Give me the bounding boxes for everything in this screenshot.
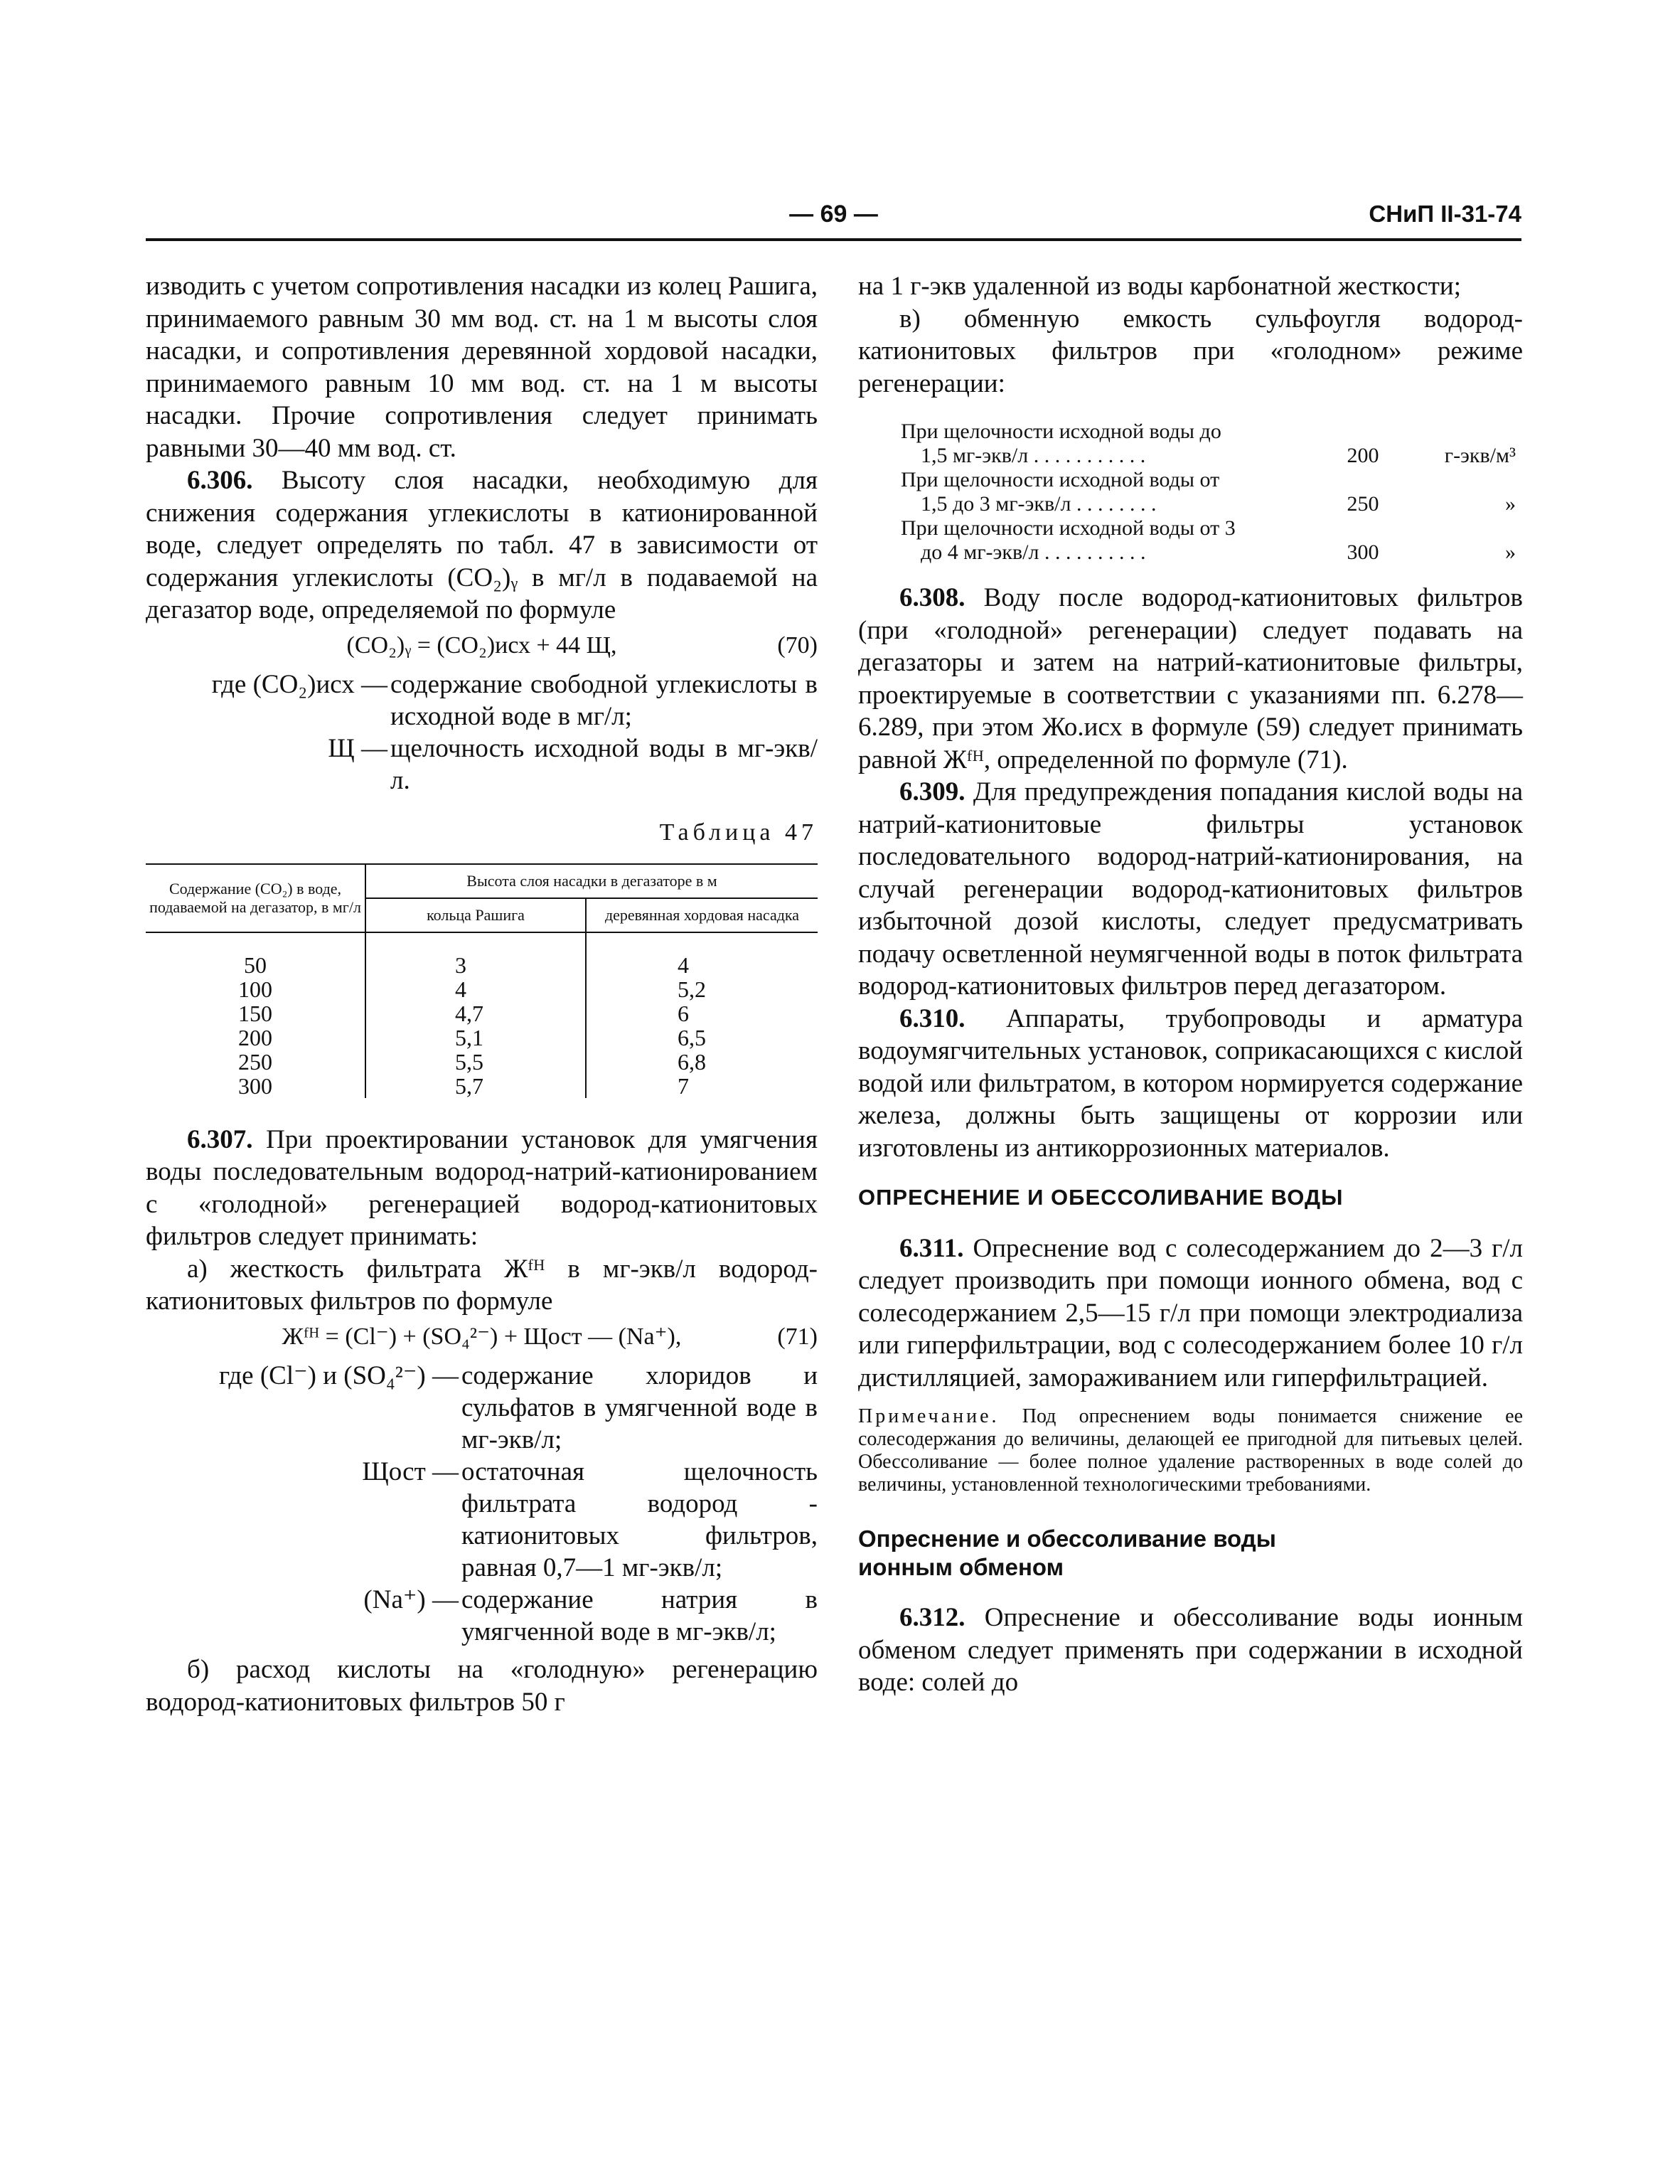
- subsection-heading: [858, 1525, 1523, 1582]
- table-cell: 4,7: [455, 1000, 483, 1026]
- table-cell: 5,7: [455, 1072, 483, 1099]
- legend-symbol: где (Cl⁻) и (SO₄²⁻) —: [219, 1361, 459, 1390]
- paragraph-6-311: [858, 1232, 1523, 1395]
- exchange-capacity-table: [858, 420, 1523, 565]
- legend-text: щелочность исходной воды в мг-экв/л.: [390, 734, 818, 795]
- right-column: [858, 270, 1523, 1699]
- clause-number: 6.311.: [899, 1233, 964, 1263]
- formula-number: (70): [777, 632, 818, 659]
- page-number: — 69 —: [789, 201, 878, 228]
- clause-number: 6.309.: [899, 777, 965, 806]
- subsection-heading-line: Опреснение и обессоливание воды: [858, 1525, 1276, 1552]
- clause-text: При проектировании установок для умягчения воды последовательным водород-натрий-катионированием с «голодной» регенерацией водород-катионитовых фильтров следует принимать:: [146, 1124, 818, 1251]
- note: [858, 1405, 1523, 1496]
- rate-unit: »: [1505, 540, 1516, 564]
- formula-number: (71): [777, 1323, 818, 1350]
- formula-70: [146, 629, 818, 662]
- table-header-rashig: кольца Рашига: [365, 898, 586, 932]
- rate-unit: г-экв/м³: [1444, 444, 1516, 467]
- clause-text: Аппараты, трубопроводы и арматура водоумягчительных установок, соприкасающихся с кислой водой или фильтратом, в котором нормируется содержание железа, должны быть защищены от коррозии или изготовлены из антикоррозионных материалов.: [858, 1003, 1523, 1163]
- table-cell: 3: [455, 952, 466, 978]
- rate-value: 200: [1347, 444, 1379, 467]
- left-column: [146, 270, 818, 1718]
- table-cell: 150: [238, 1000, 272, 1026]
- table-cell: 6: [678, 1000, 689, 1026]
- paragraph-6-307-a: а) жесткость фильтрата Жᶠᴴ в мг-экв/л водород-катионитовых фильтров по формуле: [146, 1254, 818, 1316]
- table-cell: 100: [238, 976, 272, 1002]
- legend-symbol: Щ —: [328, 734, 387, 763]
- page-header: [146, 201, 1521, 236]
- clause-text: Для предупреждения попадания кислой воды на натрий-катионитовые фильтры установок последовательного водород-натрий-катионирования, на случай регенерации водород-катионитовых фильтров избыточной дозой кислоты, следует предусматривать подачу осветленной неумягченной воды в поток фильтрата водород-катионитовых фильтров перед дегазатором.: [858, 777, 1523, 1001]
- clause-number: 6.306.: [187, 466, 253, 495]
- rate-label: При щелочности исходной воды до: [901, 420, 1221, 443]
- rate-label: 1,5 до 3 мг-экв/л . . . . . . . .: [921, 492, 1157, 516]
- table-cell: 250: [238, 1048, 272, 1075]
- legend-row: [146, 1360, 818, 1456]
- legend-text: содержание свободной углекислоты в исходной воде в мг/л;: [390, 670, 818, 731]
- paragraph-6-307-v: в) обменную емкость сульфоугля водород-катионитовых фильтров при «голодном» режиме регенерации:: [858, 304, 1523, 398]
- note-label: Примечание.: [858, 1405, 1000, 1427]
- clause-text: Воду после водород-катионитовых фильтров (при «голодной» регенерации) следует подавать на дегазаторы и затем на натрий-катионитовые фильтры, проектируемые в соответствии с указаниями пп. 6.278—6.289, при этом Жо.исх в формуле (59) следует принимать равной Жᶠᴴ, определенной по формуле (71).: [858, 583, 1523, 774]
- paragraph-continuation: изводить с учетом сопротивления насадки из колец Рашига, принимаемого равным 30 мм вод. ст. на 1 м высоты слоя насадки, и сопротивления деревянной хордовой насадки, принимаемого равным 10 мм вод. ст. на 1 м высоты насадки. Прочие сопротивления следует принимать равными 30—40 мм вод. ст.: [146, 272, 818, 463]
- table-header-height: Высота слоя насадки в дегазаторе в м: [365, 864, 818, 898]
- formula-71: [146, 1321, 818, 1353]
- table-cell: 7: [678, 1072, 689, 1099]
- formula-expression: (CO₂)ᵧ = (CO₂)исх + 44 Щ,: [346, 632, 617, 659]
- table-column-co2: [146, 932, 365, 1098]
- note-text: Под опреснением воды понимается снижение ее солесодержания до величины, делающей ее пригодной для питьевых целей. Обессоливание — более полное удаление растворенных в воде солей до величины, установленной технологическими требованиями.: [858, 1405, 1523, 1496]
- table-cell: 200: [238, 1024, 272, 1050]
- paragraph-6-312: [858, 1602, 1523, 1699]
- header-rule: [146, 238, 1521, 241]
- clause-number: 6.307.: [187, 1124, 253, 1154]
- table-cell: 5,1: [455, 1024, 483, 1050]
- table-cell: 4: [455, 976, 466, 1002]
- clause-number: 6.310.: [899, 1003, 965, 1033]
- rate-label: 1,5 мг-экв/л . . . . . . . . . . .: [921, 444, 1146, 467]
- paragraph-6-310: [858, 1003, 1523, 1165]
- paragraph-6-306: [146, 464, 818, 627]
- table-caption: Таблица 47: [659, 819, 818, 846]
- rate-value: 300: [1347, 540, 1379, 564]
- table-header-co2: Содержание (CO₂) в воде, подаваемой на дегазатор, в мг/л: [146, 864, 365, 932]
- formula-70-legend: [146, 668, 818, 797]
- subsection-heading-line: ионным обменом: [858, 1554, 1064, 1580]
- clause-number: 6.308.: [899, 583, 965, 612]
- table-cell: 300: [238, 1072, 272, 1099]
- legend-row: [146, 1456, 818, 1584]
- rate-label: до 4 мг-экв/л . . . . . . . . . .: [921, 540, 1146, 564]
- table-cell: 5,2: [678, 976, 706, 1002]
- paragraph-6-309: [858, 776, 1523, 1003]
- rate-label: При щелочности исходной воды от 3: [901, 516, 1236, 540]
- paragraph-6-308: [858, 582, 1523, 776]
- table-cell: 6,5: [678, 1024, 706, 1050]
- rate-unit: »: [1505, 492, 1516, 516]
- legend-text: остаточная щелочность фильтрата водород - катионитовых фильтров, равная 0,7—1 мг-экв/л;: [461, 1457, 818, 1582]
- table-cell: 4: [678, 952, 689, 978]
- table-cell: 50: [244, 952, 267, 978]
- formula-expression: Жᶠᴴ = (Cl⁻) + (SO₄²⁻) + Щост — (Na⁺),: [282, 1323, 682, 1350]
- formula-71-legend: [146, 1360, 818, 1648]
- legend-text: содержание натрия в умягченной воде в мг-экв/л;: [461, 1585, 818, 1646]
- table-cell: 6,8: [678, 1048, 706, 1075]
- legend-symbol: Щост —: [362, 1457, 459, 1486]
- legend-row: [146, 668, 818, 733]
- table-column-wooden: [586, 932, 818, 1098]
- legend-text: содержание хлоридов и сульфатов в умягченной воде в мг-экв/л;: [461, 1361, 818, 1454]
- rate-label: При щелочности исходной воды от: [901, 468, 1220, 491]
- table-47: [146, 863, 818, 1098]
- table-cell: 5,5: [455, 1048, 483, 1075]
- clause-text: Опреснение и обессоливание воды ионным обменом следует применять при содержании в исходной воде: солей до: [858, 1603, 1523, 1697]
- clause-text: Высоту слоя насадки, необходимую для снижения содержания углекислоты в катионированной воде, следует определять по табл. 47 в зависимости от содержания углекислоты (CO₂)ᵧ в мг/л в подаваемой на дегазатор воде, определяемой по формуле: [146, 466, 818, 624]
- legend-symbol: где (CO₂)исх —: [211, 670, 387, 699]
- paragraph-6-307-b: б) расход кислоты на «голодную» регенерацию водород-катионитовых фильтров 50 г: [146, 1655, 818, 1717]
- legend-row: [146, 1584, 818, 1648]
- section-heading: ОПРЕСНЕНИЕ И ОБЕССОЛИВАНИЕ ВОДЫ: [858, 1185, 1344, 1210]
- table-header-wooden: деревянная хордовая насадка: [586, 898, 818, 932]
- paragraph-continuation: на 1 г-экв удаленной из воды карбонатной жесткости;: [858, 272, 1461, 301]
- paragraph-6-307: [146, 1124, 818, 1253]
- legend-symbol: (Na⁺) —: [363, 1585, 459, 1614]
- document-code: СНиП II-31-74: [1369, 201, 1521, 227]
- rate-value: 250: [1347, 492, 1379, 516]
- table-column-rashig: [365, 932, 586, 1098]
- legend-row: [146, 733, 818, 797]
- clause-text: Опреснение вод с солесодержанием до 2—3 г/л следует производить при помощи ионного обмена, вод с солесодержанием 2,5—15 г/л при помощи электродиализа или гиперфильтрации, вод с солесодержанием более 10 г/л дистилляцией, замораживанием или гиперфильтрацией.: [858, 1233, 1523, 1392]
- clause-number: 6.312.: [899, 1603, 965, 1632]
